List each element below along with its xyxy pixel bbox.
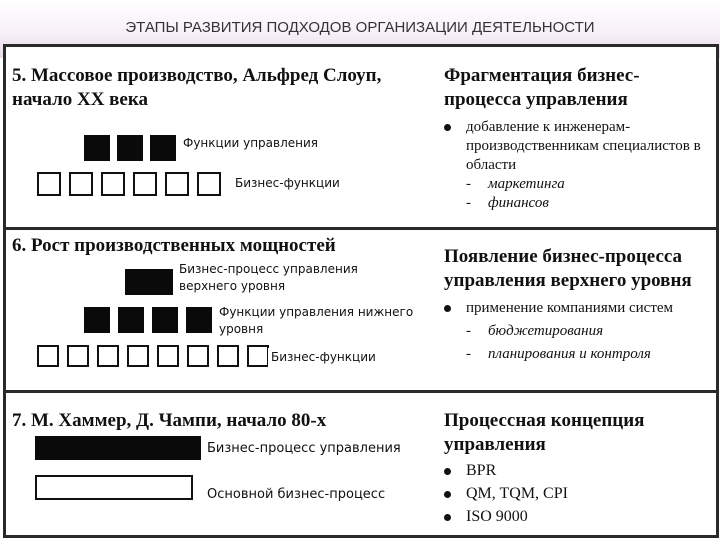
- list-item: применение компаниями систем: [444, 299, 706, 318]
- business-function-block: [133, 172, 157, 196]
- top-level-process-label: Бизнес-процесс управления верхнего уровня: [176, 260, 382, 296]
- stage-6-list: [444, 299, 706, 364]
- business-function-block: [157, 345, 179, 367]
- business-function-block: [127, 345, 149, 367]
- stage-5-concept-heading: Фрагментация бизнес-процесса управления: [444, 65, 640, 110]
- stage-7-concept-heading: Процессная концепция управления: [444, 410, 645, 455]
- stage-5-heading: 5. Массовое производство, Альфред Слоуп, начало XX века: [12, 65, 382, 110]
- business-function-block: [37, 345, 59, 367]
- bullet-icon: [444, 514, 451, 521]
- lower-management-label: Функции управления нижнего уровня: [216, 303, 436, 339]
- business-function-block: [97, 345, 119, 367]
- stage-6-heading: 6. Рост производственных мощностей: [12, 235, 336, 256]
- business-function-block: [187, 345, 209, 367]
- core-process-label: Основной бизнес-процесс: [204, 485, 388, 504]
- slide-title: ЭТАПЫ РАЗВИТИЯ ПОДХОДОВ ОРГАНИЗАЦИИ ДЕЯТЕЛЬНОСТИ: [125, 19, 595, 36]
- management-process-label: Бизнес-процесс управления: [204, 439, 404, 458]
- bullet-icon: [444, 491, 451, 498]
- bullet-icon: [444, 468, 451, 475]
- business-functions-label: Бизнес-функции: [232, 174, 343, 193]
- list-item: - финансов: [466, 195, 549, 211]
- top-level-process-block: [125, 269, 173, 295]
- lower-management-function-block: [186, 307, 212, 333]
- stage-7-heading: 7. М. Хаммер, Д. Чампи, начало 80-х: [12, 410, 327, 431]
- row-divider-2: [3, 390, 719, 393]
- bullet-icon: [444, 124, 451, 131]
- list-item: добавление к инженерам-производственникам специалистов в области: [444, 118, 706, 175]
- management-function-block: [150, 135, 176, 161]
- list-item: ISO 9000: [444, 505, 706, 528]
- business-functions-label: Бизнес-функции: [268, 348, 379, 367]
- business-function-block: [37, 172, 61, 196]
- business-function-block: [69, 172, 93, 196]
- list-item: - бюджетирования: [466, 323, 604, 339]
- row-divider-1: [3, 227, 719, 230]
- list-item: - планирования и контроля: [466, 346, 651, 362]
- business-function-block: [165, 172, 189, 196]
- business-function-block: [67, 345, 89, 367]
- list-item: QM, TQM, CPI: [444, 482, 706, 505]
- lower-management-function-block: [152, 307, 178, 333]
- business-function-block: [217, 345, 239, 367]
- stage-6-concept-heading: Появление бизнес-процесса управления верхнего уровня: [444, 246, 692, 291]
- bullet-icon: [444, 305, 451, 312]
- management-function-block: [84, 135, 110, 161]
- lower-management-function-block: [118, 307, 144, 333]
- lower-management-function-block: [84, 307, 110, 333]
- stage-5-list: [444, 118, 706, 213]
- list-item: BPR: [444, 459, 706, 482]
- business-function-block: [247, 345, 269, 367]
- management-function-block: [117, 135, 143, 161]
- list-item: - маркетинга: [466, 176, 565, 192]
- management-process-bar: [35, 436, 201, 460]
- business-function-block: [197, 172, 221, 196]
- management-functions-label: Функции управления: [180, 134, 321, 153]
- stage-7-list: [444, 459, 706, 528]
- core-process-bar: [35, 475, 193, 500]
- business-function-block: [101, 172, 125, 196]
